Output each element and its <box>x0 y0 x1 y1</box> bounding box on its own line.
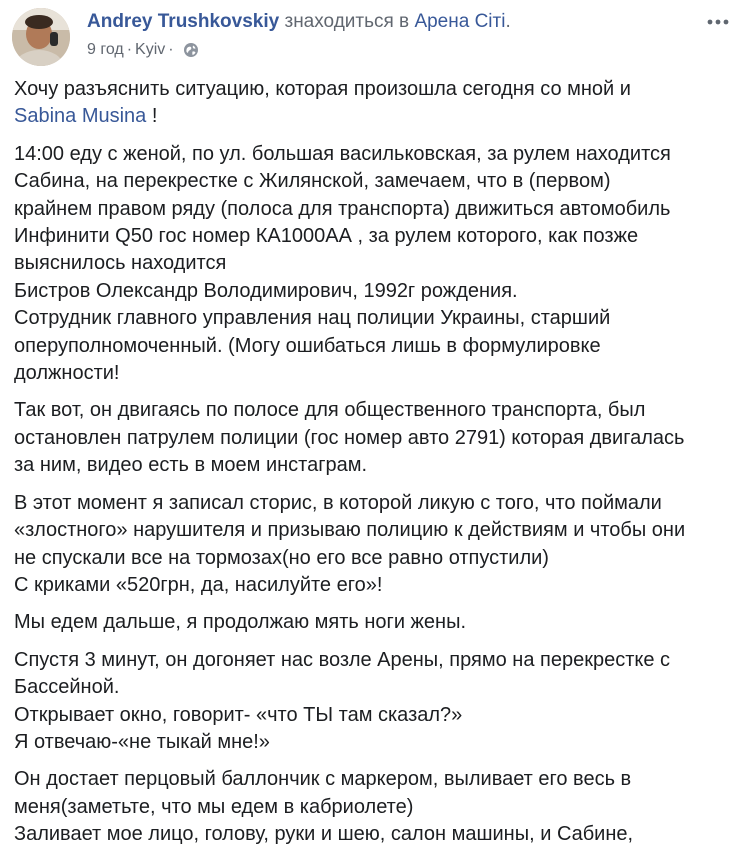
more-dots-icon[interactable] <box>706 14 730 30</box>
text-line: за ним, видео есть в моем инстаграм. <box>14 454 368 477</box>
text-line: «злостного» нарушителя и призываю полицию к действиям и чтобы они <box>14 519 686 542</box>
paragraph-6 <box>14 766 730 848</box>
text-line: выяснилось находится <box>14 252 227 275</box>
text-line: Инфинити Q50 гос номер КА1000АА , за рулем которого, как позже <box>14 225 639 248</box>
meta-separator-2: · <box>168 41 174 58</box>
intro-suffix: ! <box>146 105 158 128</box>
paragraph-4 <box>14 609 730 636</box>
text-line: остановлен патрулем полиции (гос номер авто 2791) которая двигалась <box>14 426 685 449</box>
text-line: Так вот, он двигаясь по полосе для общественного транспорта, был <box>14 399 646 422</box>
intro-text: Хочу разъяснить ситуацию, которая произошла сегодня со мной и <box>14 78 631 100</box>
text-line: Открывает окно, говорит- «что ТЫ там сказал?» <box>14 703 463 726</box>
text-line: Сабина, на перекрестке с Жилянской, замечаем, что в (первом) <box>14 170 611 193</box>
avatar-photo <box>12 8 70 66</box>
paragraph-3 <box>14 490 730 600</box>
text-line: Он достает перцовый баллончик с маркером, выливает его весь в <box>14 768 632 791</box>
paragraph-2 <box>14 397 730 479</box>
checkin-place-link[interactable]: Арена Сіті <box>414 11 506 32</box>
paragraph-intro <box>14 76 730 131</box>
text-line: крайнем правом ряду (полоса для транспорта) движиться автомобиль <box>14 197 671 220</box>
text-line: В этот момент я записал сторис, в которой ликую с того, что поймали <box>14 491 662 514</box>
author-line <box>87 10 511 34</box>
post-timestamp[interactable]: 9 год <box>87 41 124 58</box>
text-line: Спустя 3 минут, он догоняет нас возле Арены, прямо на перекрестке с <box>14 648 671 671</box>
place-suffix: . <box>505 11 511 32</box>
post-location: Kyiv <box>135 41 166 58</box>
author-avatar[interactable] <box>12 8 70 66</box>
text-line: Заливает мое лицо, голову, руки и шею, салон машины, и Сабине, <box>14 823 634 846</box>
post-meta <box>87 40 199 60</box>
paragraph-1 <box>14 141 730 388</box>
text-line: Мы едем дальше, я продолжаю мять ноги жены. <box>14 611 467 634</box>
text-line: меня(заметьте, что мы едем в кабриолете) <box>14 795 414 818</box>
post-body <box>14 76 730 859</box>
text-line: Я отвечаю-«не тыкай мне!» <box>14 730 270 753</box>
text-line: С криками «520грн, да, насилуйте его»! <box>14 573 383 596</box>
text-line: Бассейной. <box>14 676 120 699</box>
globe-icon[interactable] <box>183 42 199 58</box>
text-line: Сотрудник главного управления нац полиции Украины, старший <box>14 307 611 330</box>
mention-link[interactable]: Sabina Musina <box>14 105 147 128</box>
text-line: должности! <box>14 362 120 385</box>
text-line: не спускали все на тормозах(но его все равно отпустили) <box>14 546 549 569</box>
author-action: знаходиться в <box>279 11 415 32</box>
post-header <box>12 8 732 64</box>
meta-separator: · <box>126 41 133 58</box>
text-line: 14:00 еду с женой, по ул. большая васильковская, за рулем находится <box>14 142 671 165</box>
text-line: оперуполномоченный. (Могу ошибаться лишь в формулировке <box>14 334 601 357</box>
paragraph-5 <box>14 647 730 757</box>
author-name[interactable]: Andrey Trushkovskiy <box>87 11 280 32</box>
text-line: Бистров Олександр Володимирович, 1992г рождения. <box>14 279 518 302</box>
